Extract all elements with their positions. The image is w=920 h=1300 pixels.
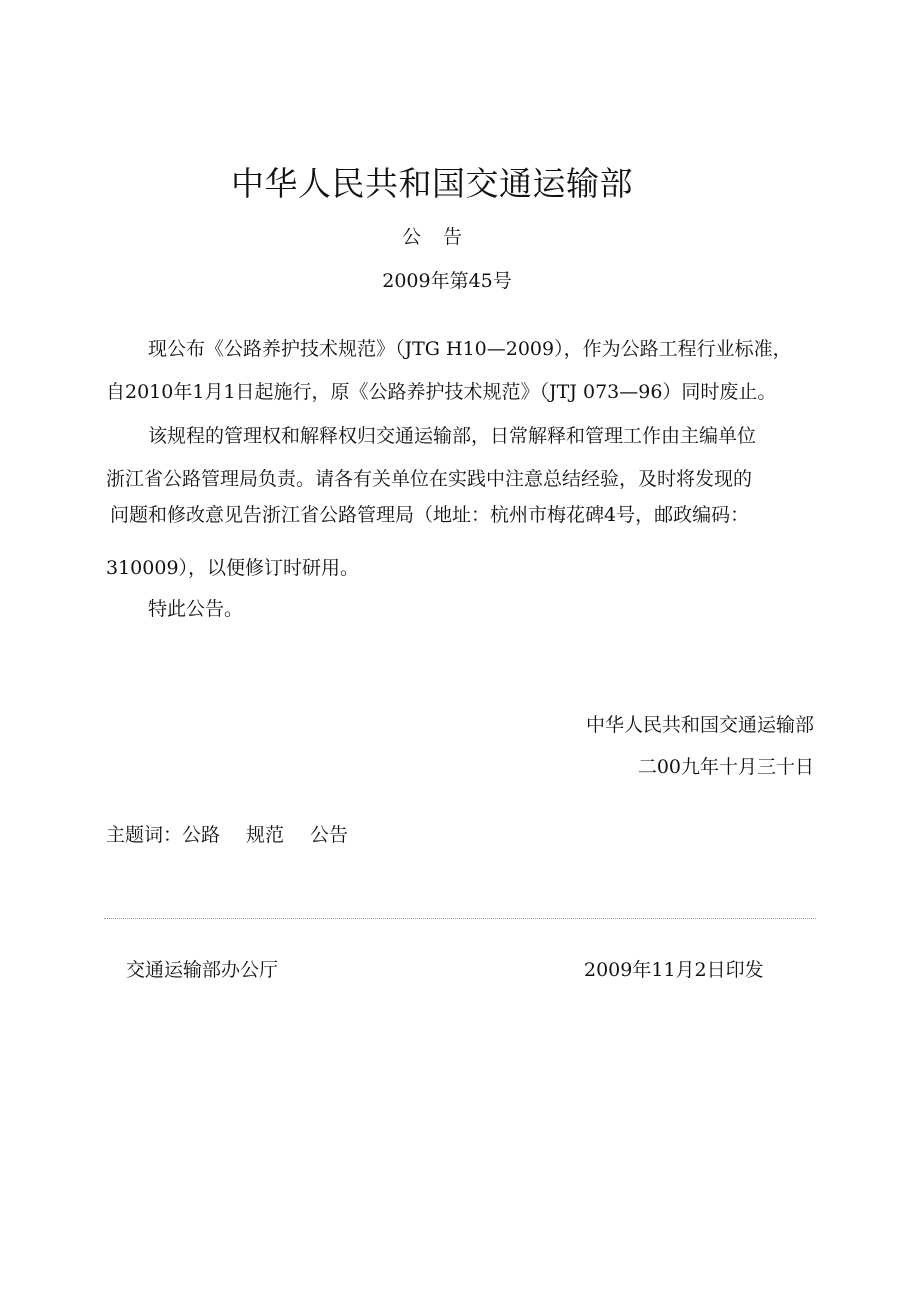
keywords-label: 主题词： — [106, 824, 183, 846]
paragraph-1-line-1: 现公布《公路养护技术规范》（JTG H10—2009），作为公路工程行业标准， — [148, 338, 792, 360]
signature-date: 二00九年十月三十日 — [637, 756, 814, 778]
issue-date: 2009年11月2日印发 — [584, 959, 764, 981]
closing-statement: 特此公告。 — [148, 598, 244, 620]
paragraph-2-line-3: 问题和修改意见告浙江省公路管理局（地址：杭州市梅花碑4号，邮政编码： — [110, 504, 750, 526]
footer-divider — [104, 918, 816, 919]
keyword-item: 公路 — [182, 824, 221, 846]
document-number: 2009年第45号 — [382, 270, 512, 292]
paragraph-1-line-2: 自2010年1月1日起施行，原《公路养护技术规范》（JTJ 073—96）同时废止。 — [106, 381, 777, 403]
document-subtitle: 公告 — [401, 226, 484, 248]
signature-organization: 中华人民共和国交通运输部 — [585, 714, 814, 736]
keyword-item: 公告 — [310, 824, 349, 846]
paragraph-2-line-2: 浙江省公路管理局负责。请各有关单位在实践中注意总结经验，及时将发现的 — [106, 468, 753, 490]
paragraph-2-line-1: 该规程的管理权和解释权归交通运输部，日常解释和管理工作由主编单位 — [148, 425, 757, 447]
keyword-item: 规范 — [246, 824, 285, 846]
keywords-line — [106, 820, 374, 847]
document-title: 中华人民共和国交通运输部 — [231, 164, 633, 203]
issuer-office: 交通运输部办公厅 — [126, 959, 279, 981]
paragraph-2-line-4: 310009），以便修订时研用。 — [106, 557, 360, 579]
